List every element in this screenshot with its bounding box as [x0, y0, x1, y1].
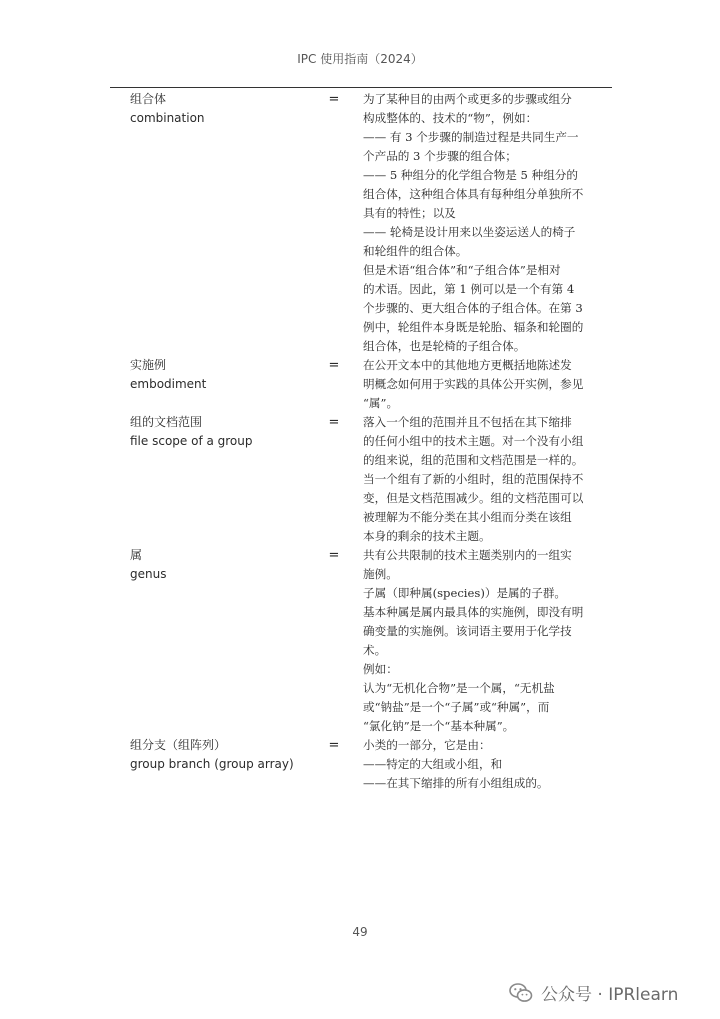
term-zh: 组合体	[130, 92, 167, 106]
definition-line: ——在其下缩排的所有小组组成的。	[363, 776, 549, 790]
term-label	[130, 736, 330, 774]
definition-line: 的组来说，组的范围和文档范围是一样的。	[363, 453, 584, 467]
watermark-text: 公众号 · IPRlearn	[541, 985, 679, 1005]
term-en: combination	[130, 111, 205, 125]
term-label	[130, 356, 330, 394]
term-definition	[363, 356, 595, 413]
definition-line: —— 轮椅是设计用来以坐姿运送人的椅子	[363, 225, 576, 239]
definition-line: 共有公共限制的技术主题类别内的一组实	[363, 548, 572, 562]
definition-line: 组合体，这种组合体具有每种组分单独所不	[363, 187, 584, 201]
definition-line: 但是术语“组合体”和“子组合体”是相对	[363, 263, 561, 277]
definition-line: 变，但是文档范围减少。组的文档范围可以	[363, 491, 584, 505]
term-en: group branch (group array)	[130, 757, 294, 771]
term-zh: 组的文档范围	[130, 415, 203, 429]
wechat-icon	[509, 982, 533, 1004]
equals-sign: =	[328, 358, 340, 373]
glossary-entry-group-branch	[0, 736, 720, 793]
definition-line: 或“钠盐”是一个“子属”或“种属”，而	[363, 700, 550, 714]
header-rule	[110, 87, 612, 88]
term-label	[130, 413, 330, 451]
glossary-table	[0, 90, 720, 793]
definition-line: —— 5 种组分的化学组合物是 5 种组分的	[363, 168, 578, 182]
definition-line: 施例。	[363, 567, 398, 581]
definition-line: 小类的一部分，它是由：	[363, 738, 491, 752]
page-header: IPC 使用指南（2024）	[297, 52, 423, 66]
equals-sign: =	[328, 92, 340, 107]
term-zh: 实施例	[130, 358, 167, 372]
equals-sign: =	[328, 738, 340, 753]
definition-line: 本身的剩余的技术主题。	[363, 529, 491, 543]
glossary-entry-embodiment	[0, 356, 720, 413]
term-definition	[363, 413, 595, 546]
definition-line: 明概念如何用于实践的具体公开实例，参见	[363, 377, 584, 391]
definition-line: 在公开文本中的其他地方更概括地陈述发	[363, 358, 572, 372]
term-definition	[363, 546, 595, 736]
term-en: genus	[130, 567, 167, 581]
definition-line: 当一个组有了新的小组时，组的范围保持不	[363, 472, 584, 486]
term-zh: 属	[130, 548, 143, 562]
definition-line: 的术语。因此，第 1 例可以是一个有第 4	[363, 282, 575, 296]
watermark	[509, 980, 678, 1005]
definition-line: 被理解为不能分类在其小组而分类在该组	[363, 510, 572, 524]
definition-line: 和轮组件的组合体。	[363, 244, 468, 258]
definition-line: 例如：	[363, 662, 398, 676]
definition-line: 认为“无机化合物”是一个属，“无机盐	[363, 681, 555, 695]
definition-line: 确变量的实施例。该词语主要用于化学技	[363, 624, 572, 638]
glossary-entry-file-scope	[0, 413, 720, 546]
definition-line: 例中，轮组件本身既是轮胎、辐条和轮圈的	[363, 320, 584, 334]
glossary-entry-combination	[0, 90, 720, 356]
page-number: 49	[352, 925, 368, 939]
term-en: embodiment	[130, 377, 207, 391]
term-label	[130, 90, 330, 128]
definition-line: “氯化钠”是一个“基本种属”。	[363, 719, 515, 733]
definition-line: “属”。	[363, 396, 399, 410]
definition-line: 构成整体的、技术的“物”，例如：	[363, 111, 538, 125]
term-definition	[363, 90, 595, 356]
term-definition	[363, 736, 595, 793]
definition-line: 具有的特性；以及	[363, 206, 456, 220]
definition-line: 落入一个组的范围并且不包括在其下缩排	[363, 415, 572, 429]
definition-line: —— 有 3 个步骤的制造过程是共同生产一	[363, 130, 579, 144]
term-en: file scope of a group	[130, 434, 253, 448]
term-label	[130, 546, 330, 584]
definition-line: ——特定的大组或小组，和	[363, 757, 503, 771]
definition-line: 组合体，也是轮椅的子组合体。	[363, 339, 526, 353]
equals-sign: =	[328, 415, 340, 430]
definition-line: 子属（即种属(species)）是属的子群。	[363, 586, 567, 600]
definition-line: 的任何小组中的技术主题。对一个没有小组	[363, 434, 584, 448]
definition-line: 术。	[363, 643, 387, 657]
definition-line: 个产品的 3 个步骤的组合体；	[363, 149, 517, 163]
definition-line: 个步骤的、更大组合体的子组合体。在第 3	[363, 301, 583, 315]
term-zh: 组分支（组阵列）	[130, 738, 227, 752]
definition-line: 基本种属是属内最具体的实施例，即没有明	[363, 605, 584, 619]
definition-line: 为了某种目的由两个或更多的步骤或组分	[363, 92, 572, 106]
equals-sign: =	[328, 548, 340, 563]
glossary-entry-genus	[0, 546, 720, 736]
